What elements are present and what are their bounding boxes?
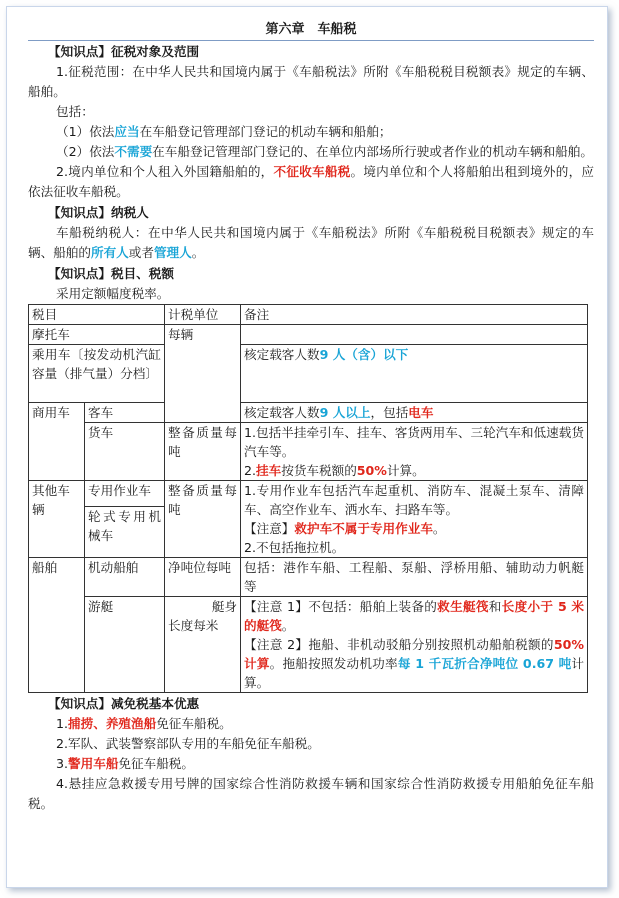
- cell-unit-length: [165, 597, 241, 693]
- truck-note-1: 1.包括半挂牵引车、挂车、客货两用车、三轮汽车和低速载货汽车等。: [244, 425, 584, 459]
- cell-empty: [241, 325, 588, 345]
- scope-paragraph-2: 包括：: [56, 104, 94, 119]
- cell-car-note: [241, 345, 588, 403]
- cell-wheeled-machine: 轮式专用机械车: [85, 507, 165, 558]
- header-rule: [28, 40, 594, 41]
- header-item: 税目: [29, 305, 165, 325]
- table-row: [29, 325, 588, 345]
- text: 【注意 1】不包括：船舶上装备的: [244, 599, 438, 614]
- text: 【注意】: [244, 521, 295, 536]
- chapter-title: 第六章 车船税: [265, 22, 357, 37]
- cell-bus: 客车: [85, 403, 165, 423]
- document-page: [28, 20, 594, 814]
- text: 。拖船按照发动机功率: [269, 656, 398, 671]
- highlight-9-below: 9 人（含）以下: [319, 347, 409, 362]
- text: 2.: [244, 463, 257, 478]
- text: 3.: [56, 756, 69, 771]
- table-row: [29, 423, 588, 481]
- cell-bus-note: [241, 403, 588, 423]
- section-heading-scope: 【知识点】征税对象及范围: [48, 44, 200, 59]
- cell-motor-ship: 机动船舶: [85, 558, 165, 597]
- highlight-trailer: 挂车: [256, 463, 282, 478]
- cell-truck: 货车: [85, 423, 165, 481]
- yacht-note-1: [244, 597, 584, 635]
- highlight-police: 警用车船: [68, 756, 119, 771]
- cell-special-vehicle: 专用作业车: [85, 481, 165, 507]
- highlight-manager: 管理人: [153, 245, 192, 260]
- table-row: [29, 597, 588, 693]
- cell-ship-note: 包括：港作车船、工程船、泵船、浮桥用船、辅助动力帆艇等: [241, 558, 588, 597]
- highlight-under-5m: 长度小于 5 米的艇筏: [244, 599, 584, 633]
- cell-unit-weight: 整备质量每吨: [165, 423, 241, 481]
- table-row: [29, 345, 588, 403]
- section-heading-taxpayer: 【知识点】纳税人: [48, 205, 149, 220]
- highlight-not-needed: 不需要: [114, 144, 153, 159]
- highlight-should: 应当: [114, 124, 140, 139]
- text: 。: [432, 521, 446, 536]
- other-note-2: [244, 519, 584, 538]
- text: 1.: [56, 716, 69, 731]
- text: 在车船登记管理部门登记的机动车辆和船舶；: [139, 124, 392, 139]
- text: 2.境内单位和个人租入外国籍船舶的，: [56, 164, 274, 179]
- highlight-lifeboat: 救生艇筏: [437, 599, 489, 614]
- header-note: 备注: [241, 305, 588, 325]
- table-row: [29, 305, 588, 325]
- tax-rate-table: [28, 304, 588, 693]
- text: 。境内单位和个人将船舶出租到境外的，应依法征收车船税。: [28, 164, 595, 199]
- exemption-3: [28, 754, 594, 774]
- header-unit: 计税单位: [165, 305, 241, 325]
- highlight-owner: 所有人: [90, 245, 129, 260]
- exemption-4: 4.悬挂应急救援专用号牌的国家综合性消防救援车辆和国家综合性消防救援专用船舶免征车船税。: [28, 776, 594, 811]
- yacht-note-2: [244, 635, 584, 692]
- exemption-2: 2.军队、武装警察部队专用的车船免征车船税。: [56, 736, 320, 751]
- cell-yacht: 游艇: [85, 597, 165, 693]
- cell-yacht-note: [241, 597, 588, 693]
- table-row: [29, 403, 588, 423]
- unit-length-line1: 艇身: [211, 599, 237, 614]
- text: 计算。: [244, 656, 585, 690]
- text: 和: [488, 599, 502, 614]
- text: 核定载客人数: [244, 405, 320, 420]
- text: 免征车船税。: [118, 756, 194, 771]
- cell-other-vehicles: 其他车辆: [29, 481, 85, 558]
- text: 按货车税额的: [281, 463, 357, 478]
- highlight-kw-conversion: 每 1 千瓦折合净吨位 0.67 吨: [397, 656, 572, 671]
- cell-commercial: 商用车: [29, 403, 85, 481]
- truck-note-2: [244, 461, 584, 480]
- text: 【注意 2】拖船、非机动驳船分别按照机动船舶税额的: [244, 637, 554, 652]
- text: 。: [281, 618, 295, 633]
- section-heading-exemptions: 【知识点】减免税基本优惠: [48, 696, 200, 711]
- rates-intro: 采用定额幅度税率。: [56, 286, 170, 301]
- highlight-fishing: 捕捞、养殖渔船: [68, 716, 157, 731]
- exemption-1: [28, 714, 594, 734]
- other-note-3: 2.不包括拖拉机。: [244, 540, 345, 555]
- highlight-ambulance: 救护车不属于专用作业车: [294, 521, 433, 536]
- text: 计算。: [386, 463, 425, 478]
- text: ，包括: [370, 405, 409, 420]
- highlight-50pct-ship: 50%计算: [244, 637, 584, 671]
- table-row: [29, 481, 588, 507]
- highlight-50pct: 50%: [356, 463, 387, 478]
- text: 在车船登记管理部门登记的、在单位内部场所行驶或者作业的机动车辆和船舶。: [152, 144, 593, 159]
- highlight-trolley: 电车: [408, 405, 434, 420]
- text: 。: [191, 245, 205, 260]
- text: （2）依法: [56, 144, 115, 159]
- text: 核定载客人数: [244, 347, 320, 362]
- cell-unit-each: 每辆: [165, 325, 241, 423]
- text: 免征车船税。: [156, 716, 232, 731]
- text: 或者: [128, 245, 154, 260]
- scope-item-1: [28, 122, 594, 142]
- scope-paragraph-1: 1.征税范围：在中华人民共和国境内属于《车船税法》所附《车船税税目税额表》规定的车辆、船舶。: [28, 64, 594, 99]
- text: （1）依法: [56, 124, 115, 139]
- cell-passenger-car: 乘用车〔按发动机汽缸容量（排气量）分档〕: [29, 345, 165, 403]
- table-row: [29, 558, 588, 597]
- scope-item-2: [28, 142, 594, 162]
- cell-other-note: [241, 481, 588, 558]
- cell-truck-note: [241, 423, 588, 481]
- unit-length-line2: 长度每米: [168, 618, 219, 633]
- scope-paragraph-lease: [28, 162, 594, 202]
- highlight-9-above: 9 人以上: [319, 405, 371, 420]
- section-heading-rates: 【知识点】税目、税额: [48, 266, 174, 281]
- text: 车船税纳税人：在中华人民共和国境内属于《车船税法》所附《车船税税目税额表》规定的车辆、船舶的: [28, 225, 594, 260]
- cell-ship: 船舶: [29, 558, 85, 693]
- taxpayer-paragraph: [28, 223, 594, 263]
- other-note-1: 1.专用作业车包括汽车起重机、消防车、混凝土泵车、清障车、高空作业车、洒水车、扫路车等。: [244, 483, 584, 517]
- cell-unit-net: 净吨位每吨: [165, 558, 241, 597]
- highlight-no-tax: 不征收车船税: [273, 164, 351, 179]
- cell-motorcycle: 摩托车: [29, 325, 165, 345]
- cell-unit-weight-2: 整备质量每吨: [165, 481, 241, 558]
